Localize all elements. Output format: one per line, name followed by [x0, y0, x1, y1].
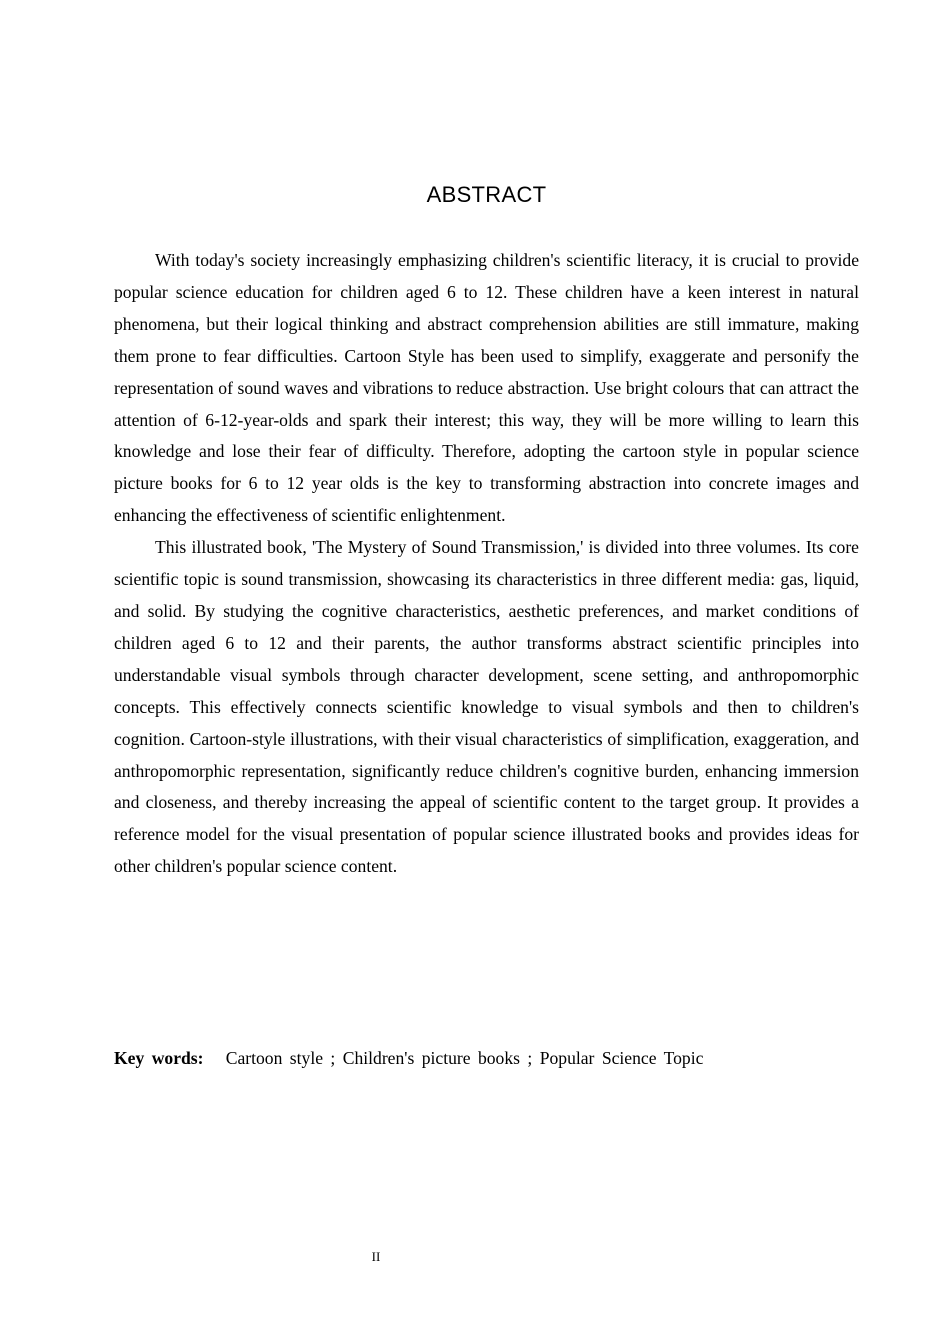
page-number: II: [371, 1249, 381, 1264]
keywords-line: [114, 1043, 859, 1074]
abstract-paragraph-2: This illustrated book, 'The Mystery of Sound Transmission,' is divided into three volumes. Its core scientific topic is sound transmission, showcasing its characteristics in three different media: gas, liquid, and solid. By studying the cognitive characteristics, aesthetic preferences, and market conditions of children aged 6 to 12 and their parents, the author transforms abstract scientific principles into understandable visual symbols through character development, scene setting, and anthropomorphic concepts. This effectively connects scientific knowledge to visual symbols and then to children's cognition. Cartoon-style illustrations, with their visual characteristics of simplification, exaggeration, and anthropomorphic representation, significantly reduce children's cognitive burden, enhancing immersion and closeness, and thereby increasing the appeal of scientific content to the target group. It provides a reference model for the visual presentation of popular science illustrated books and provides ideas for other children's popular science content.: [114, 537, 859, 877]
abstract-title: ABSTRACT: [426, 182, 547, 207]
abstract-body: [114, 245, 859, 883]
keyword-item: Children's picture books: [342, 1048, 520, 1068]
keyword-separator: ;: [527, 1048, 533, 1068]
keyword-item: Cartoon style: [225, 1048, 324, 1068]
keyword-item: Popular Science Topic: [539, 1048, 704, 1068]
abstract-paragraph-1: With today's society increasingly emphasizing children's scientific literacy, it is crucial to provide popular science education for children aged 6 to 12. These children have a keen interest in natural phenomena, but their logical thinking and abstract comprehension abilities are still immature, making them prone to fear difficulties. Cartoon Style has been used to simplify, exaggerate and personify the representation of sound waves and vibrations to reduce abstraction. Use bright colours that can attract the attention of 6-12-year-olds and spark their interest; this way, they will be more willing to learn this knowledge and lose their fear of difficulty. Therefore, adopting the cartoon style in popular science picture books for 6 to 12 year olds is the key to transforming abstraction into concrete images and enhancing the effectiveness of scientific enlightenment.: [114, 250, 859, 526]
keywords-label: Key words:: [114, 1048, 204, 1068]
keyword-separator: ;: [330, 1048, 336, 1068]
